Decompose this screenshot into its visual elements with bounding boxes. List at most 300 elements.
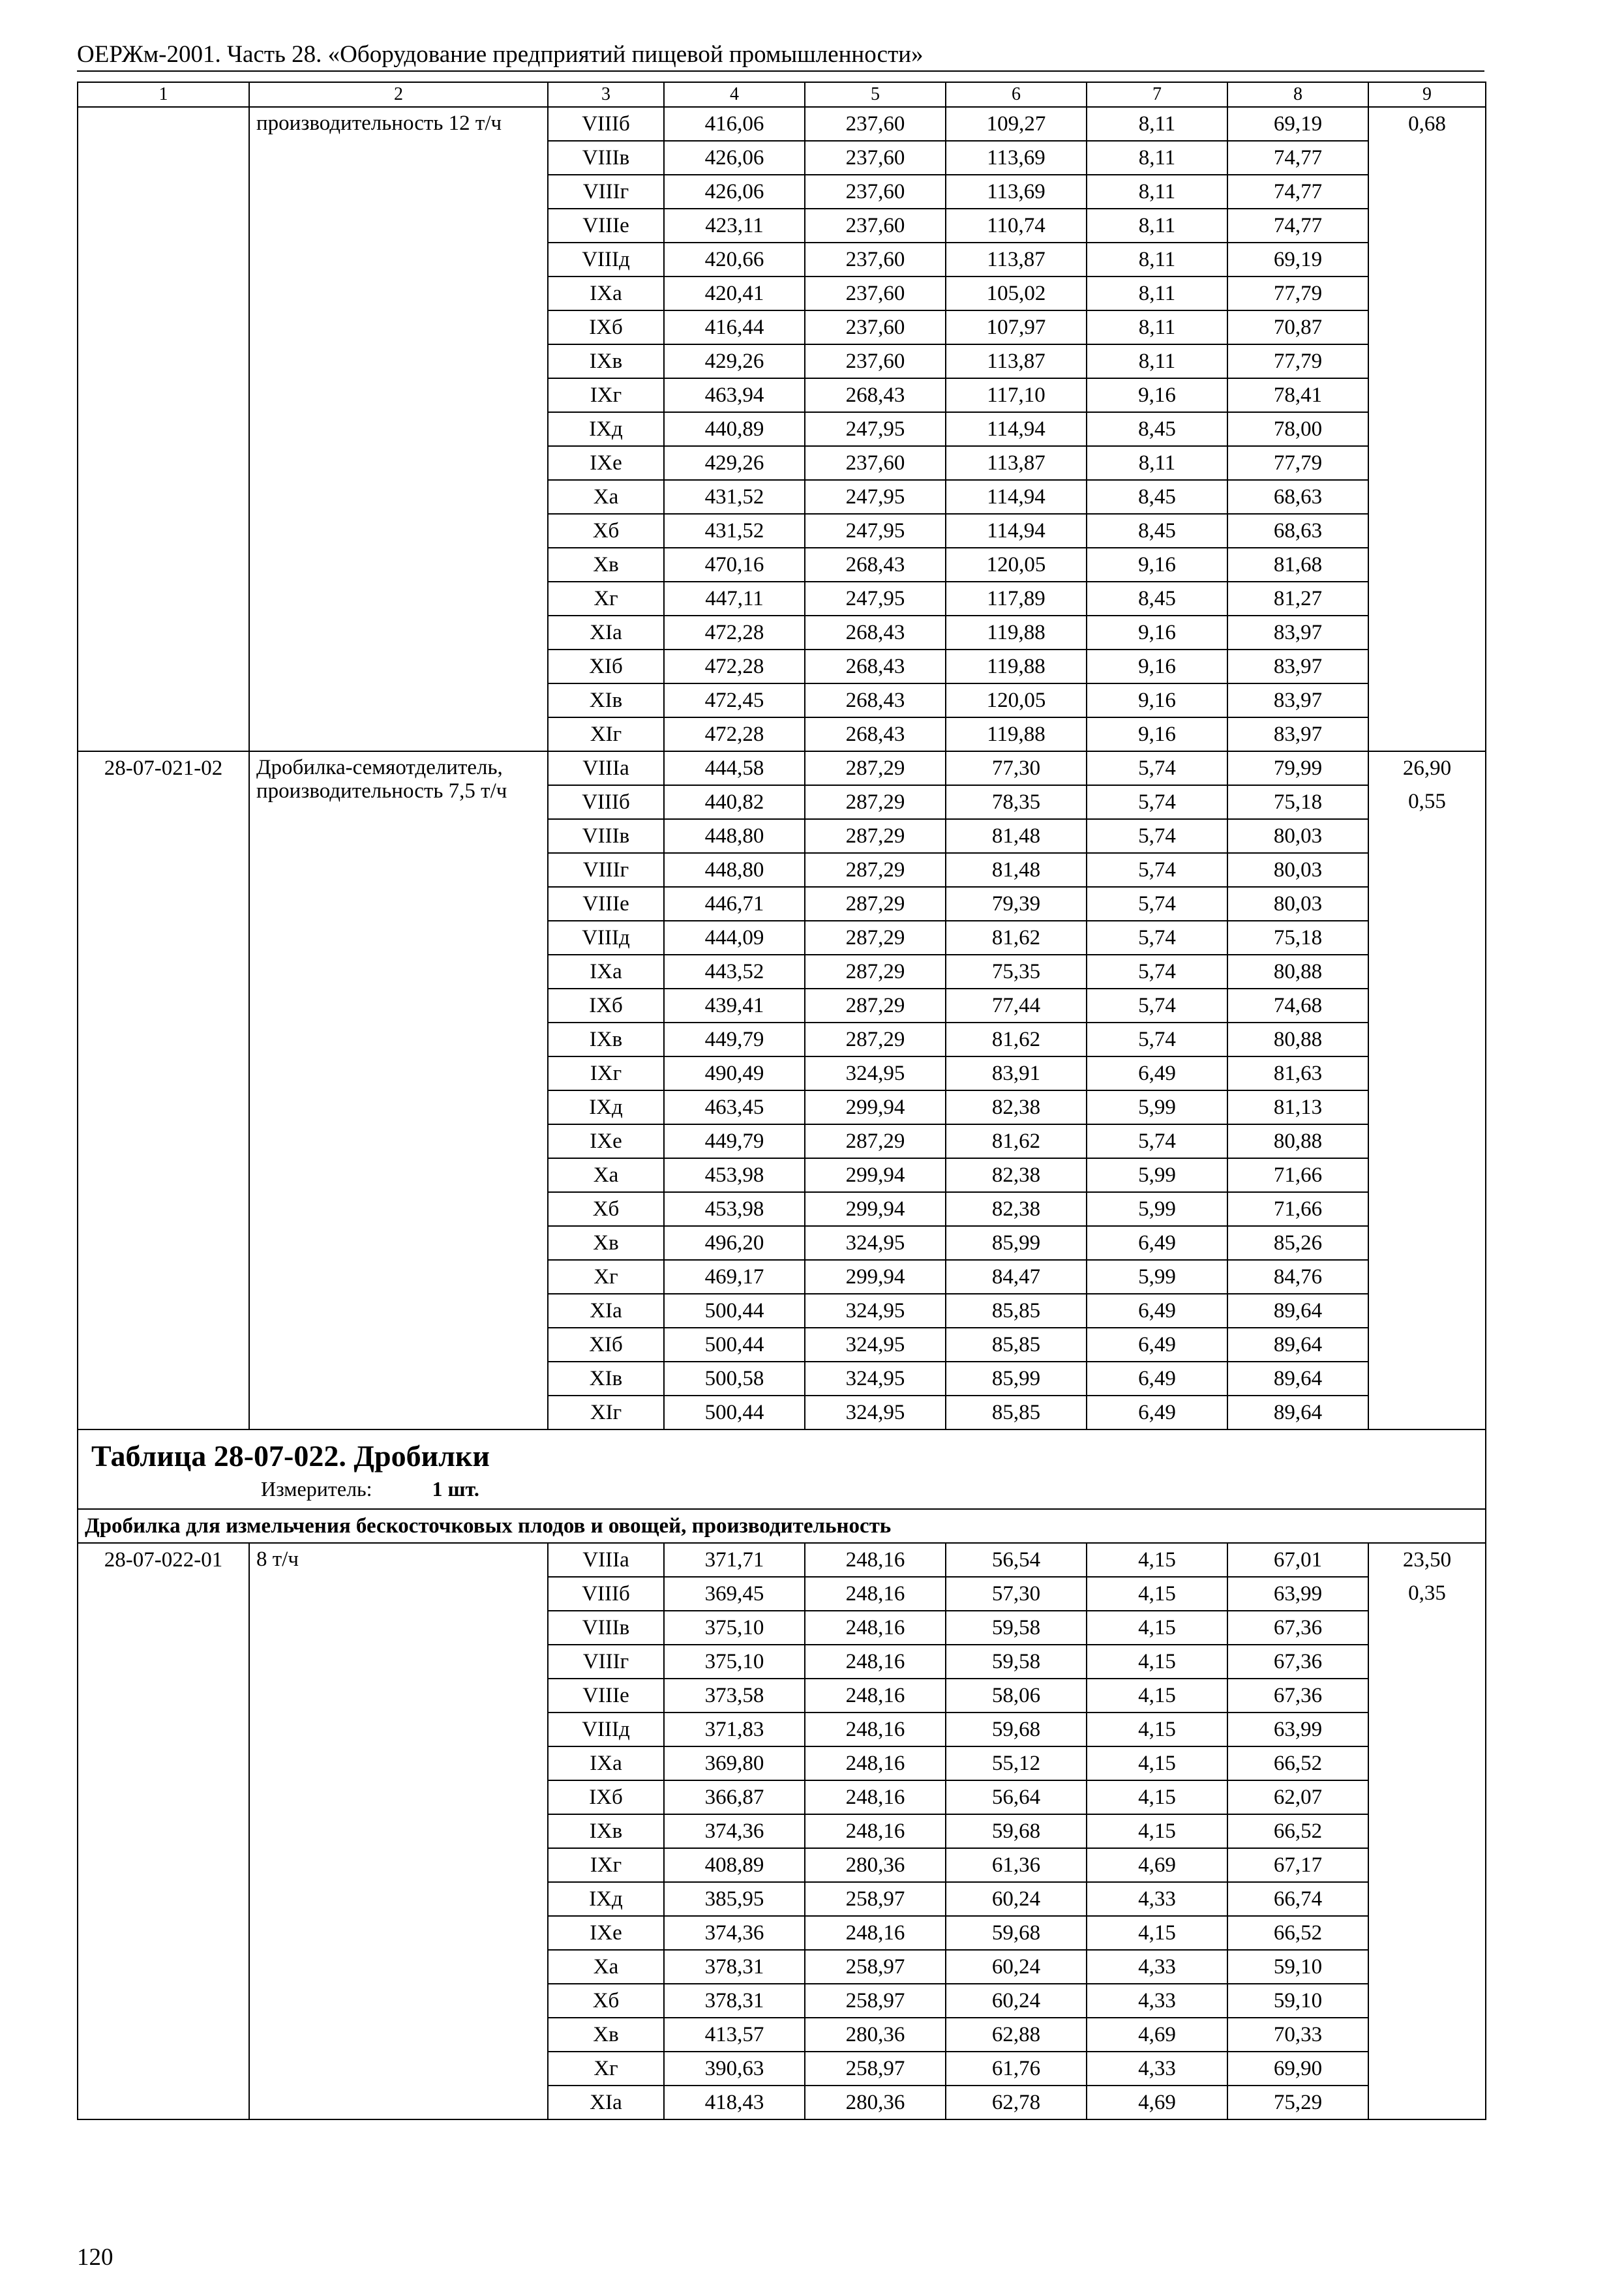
value-cell: 59,68	[946, 1713, 1087, 1746]
coefficient-cell	[1368, 650, 1486, 683]
value-cell: 5,74	[1087, 1124, 1227, 1158]
value-cell: 6,49	[1087, 1396, 1227, 1429]
value-cell: 109,27	[946, 107, 1087, 141]
zone-cell: Xа	[548, 1950, 664, 1984]
coefficient-cell	[1368, 1328, 1486, 1362]
zone-cell: Xв	[548, 2018, 664, 2052]
zone-cell: IXв	[548, 344, 664, 378]
value-cell: 448,80	[664, 853, 805, 887]
zone-cell: VIIIг	[548, 853, 664, 887]
value-cell: 248,16	[805, 1780, 946, 1814]
value-cell: 81,68	[1227, 548, 1368, 582]
value-cell: 81,62	[946, 1023, 1087, 1056]
value-cell: 440,82	[664, 785, 805, 819]
zone-cell: IXа	[548, 277, 664, 310]
unit-value: 1 шт.	[432, 1477, 479, 1501]
value-cell: 77,44	[946, 989, 1087, 1023]
value-cell: 74,68	[1227, 989, 1368, 1023]
value-cell: 82,38	[946, 1158, 1087, 1192]
value-cell: 299,94	[805, 1192, 946, 1226]
value-cell: 369,45	[664, 1577, 805, 1611]
value-cell: 237,60	[805, 175, 946, 209]
value-cell: 69,19	[1227, 243, 1368, 277]
value-cell: 247,95	[805, 480, 946, 514]
value-cell: 248,16	[805, 1577, 946, 1611]
value-cell: 107,97	[946, 310, 1087, 344]
page-number: 120	[77, 2244, 113, 2271]
zone-cell: VIIIг	[548, 175, 664, 209]
table-body	[78, 82, 1486, 2119]
value-cell: 5,74	[1087, 955, 1227, 989]
value-cell: 58,06	[946, 1679, 1087, 1713]
zone-cell: Xа	[548, 480, 664, 514]
value-cell: 4,15	[1087, 1916, 1227, 1950]
value-cell: 60,24	[946, 1950, 1087, 1984]
value-cell: 60,24	[946, 1882, 1087, 1916]
value-cell: 374,36	[664, 1814, 805, 1848]
value-cell: 258,97	[805, 1984, 946, 2018]
value-cell: 371,71	[664, 1543, 805, 1577]
value-cell: 287,29	[805, 921, 946, 955]
value-cell: 472,28	[664, 616, 805, 650]
value-cell: 237,60	[805, 310, 946, 344]
column-number-9: 9	[1368, 82, 1486, 107]
value-cell: 113,87	[946, 446, 1087, 480]
value-cell: 113,87	[946, 344, 1087, 378]
unit-label: Измеритель:	[261, 1477, 372, 1501]
value-cell: 9,16	[1087, 616, 1227, 650]
value-cell: 9,16	[1087, 378, 1227, 412]
value-cell: 268,43	[805, 717, 946, 751]
value-cell: 61,76	[946, 2052, 1087, 2086]
zone-cell: Xб	[548, 1192, 664, 1226]
value-cell: 81,48	[946, 819, 1087, 853]
value-cell: 472,45	[664, 683, 805, 717]
zone-cell: VIIIа	[548, 1543, 664, 1577]
coefficient-cell	[1368, 1611, 1486, 1645]
coefficient-cell	[1368, 887, 1486, 921]
value-cell: 431,52	[664, 480, 805, 514]
value-cell: 81,62	[946, 1124, 1087, 1158]
value-cell: 114,94	[946, 412, 1087, 446]
value-cell: 247,95	[805, 412, 946, 446]
value-cell: 413,57	[664, 2018, 805, 2052]
value-cell: 83,97	[1227, 616, 1368, 650]
value-cell: 82,38	[946, 1192, 1087, 1226]
coefficient-cell	[1368, 1294, 1486, 1328]
value-cell: 431,52	[664, 514, 805, 548]
value-cell: 287,29	[805, 1124, 946, 1158]
value-cell: 5,99	[1087, 1192, 1227, 1226]
value-cell: 80,88	[1227, 955, 1368, 989]
value-cell: 247,95	[805, 514, 946, 548]
value-cell: 248,16	[805, 1645, 946, 1679]
value-cell: 6,49	[1087, 1294, 1227, 1328]
value-cell: 66,52	[1227, 1746, 1368, 1780]
value-cell: 85,99	[946, 1362, 1087, 1396]
zone-cell: VIIIг	[548, 1645, 664, 1679]
zone-cell: Xв	[548, 1226, 664, 1260]
value-cell: 237,60	[805, 446, 946, 480]
value-cell: 500,44	[664, 1328, 805, 1362]
value-cell: 80,03	[1227, 819, 1368, 853]
value-cell: 67,17	[1227, 1848, 1368, 1882]
value-cell: 81,63	[1227, 1056, 1368, 1090]
zone-cell: IXе	[548, 1124, 664, 1158]
value-cell: 8,11	[1087, 446, 1227, 480]
value-cell: 4,33	[1087, 1950, 1227, 1984]
resource-table	[77, 82, 1486, 2120]
unit-line	[85, 1476, 1479, 1508]
value-cell: 55,12	[946, 1746, 1087, 1780]
coefficient-cell	[1368, 2018, 1486, 2052]
value-cell: 8,11	[1087, 344, 1227, 378]
value-cell: 449,79	[664, 1023, 805, 1056]
value-cell: 366,87	[664, 1780, 805, 1814]
table-row	[78, 107, 1486, 141]
value-cell: 81,13	[1227, 1090, 1368, 1124]
value-cell: 67,01	[1227, 1543, 1368, 1577]
zone-cell: IXе	[548, 1916, 664, 1950]
value-cell: 67,36	[1227, 1645, 1368, 1679]
coefficient-cell: 23,50	[1368, 1543, 1486, 1577]
value-cell: 500,44	[664, 1294, 805, 1328]
value-cell: 4,69	[1087, 1848, 1227, 1882]
value-cell: 463,45	[664, 1090, 805, 1124]
value-cell: 258,97	[805, 1882, 946, 1916]
zone-cell: VIIIв	[548, 141, 664, 175]
coefficient-cell: 0,55	[1368, 785, 1486, 819]
value-cell: 443,52	[664, 955, 805, 989]
coefficient-cell	[1368, 1916, 1486, 1950]
value-cell: 426,06	[664, 141, 805, 175]
value-cell: 5,99	[1087, 1158, 1227, 1192]
column-number-2: 2	[249, 82, 548, 107]
value-cell: 287,29	[805, 853, 946, 887]
value-cell: 287,29	[805, 819, 946, 853]
value-cell: 70,87	[1227, 310, 1368, 344]
value-cell: 78,00	[1227, 412, 1368, 446]
value-cell: 378,31	[664, 1984, 805, 2018]
coefficient-cell	[1368, 1848, 1486, 1882]
value-cell: 247,95	[805, 582, 946, 616]
value-cell: 119,88	[946, 616, 1087, 650]
value-cell: 113,69	[946, 175, 1087, 209]
value-cell: 237,60	[805, 107, 946, 141]
value-cell: 8,11	[1087, 277, 1227, 310]
value-cell: 71,66	[1227, 1192, 1368, 1226]
zone-cell: VIIIд	[548, 243, 664, 277]
value-cell: 8,11	[1087, 243, 1227, 277]
zone-cell: XIг	[548, 717, 664, 751]
value-cell: 500,58	[664, 1362, 805, 1396]
value-cell: 416,06	[664, 107, 805, 141]
value-cell: 369,80	[664, 1746, 805, 1780]
value-cell: 237,60	[805, 243, 946, 277]
column-number-3: 3	[548, 82, 664, 107]
value-cell: 77,79	[1227, 277, 1368, 310]
coefficient-cell	[1368, 1780, 1486, 1814]
value-cell: 324,95	[805, 1396, 946, 1429]
value-cell: 66,52	[1227, 1916, 1368, 1950]
value-cell: 85,85	[946, 1328, 1087, 1362]
zone-cell: Xв	[548, 548, 664, 582]
coefficient-cell	[1368, 1950, 1486, 1984]
zone-cell: IXб	[548, 1780, 664, 1814]
value-cell: 453,98	[664, 1158, 805, 1192]
table-title-row	[78, 1429, 1486, 1509]
value-cell: 110,74	[946, 209, 1087, 243]
value-cell: 287,29	[805, 751, 946, 785]
value-cell: 287,29	[805, 785, 946, 819]
value-cell: 373,58	[664, 1679, 805, 1713]
value-cell: 80,88	[1227, 1124, 1368, 1158]
value-cell: 61,36	[946, 1848, 1087, 1882]
value-cell: 420,41	[664, 277, 805, 310]
coefficient-cell	[1368, 582, 1486, 616]
table-title-cell	[78, 1429, 1486, 1509]
value-cell: 66,74	[1227, 1882, 1368, 1916]
zone-cell: VIIIб	[548, 785, 664, 819]
value-cell: 237,60	[805, 141, 946, 175]
zone-cell: XIа	[548, 1294, 664, 1328]
value-cell: 374,36	[664, 1916, 805, 1950]
value-cell: 280,36	[805, 1848, 946, 1882]
zone-cell: XIб	[548, 650, 664, 683]
value-cell: 287,29	[805, 1023, 946, 1056]
value-cell: 472,28	[664, 650, 805, 683]
coefficient-cell	[1368, 446, 1486, 480]
zone-cell: IXб	[548, 989, 664, 1023]
page-header: ОЕРЖм-2001. Часть 28. «Оборудование предприятий пищевой промышленности»	[77, 41, 924, 68]
value-cell: 280,36	[805, 2086, 946, 2119]
value-cell: 5,74	[1087, 819, 1227, 853]
value-cell: 83,97	[1227, 717, 1368, 751]
value-cell: 287,29	[805, 887, 946, 921]
coefficient-cell	[1368, 1746, 1486, 1780]
value-cell: 77,79	[1227, 344, 1368, 378]
zone-cell: VIIIд	[548, 1713, 664, 1746]
value-cell: 449,79	[664, 1124, 805, 1158]
value-cell: 4,69	[1087, 2086, 1227, 2119]
value-cell: 66,52	[1227, 1814, 1368, 1848]
zone-cell: IXв	[548, 1814, 664, 1848]
value-cell: 248,16	[805, 1679, 946, 1713]
value-cell: 117,10	[946, 378, 1087, 412]
zone-cell: IXг	[548, 1848, 664, 1882]
zone-cell: IXа	[548, 1746, 664, 1780]
coefficient-cell	[1368, 1090, 1486, 1124]
zone-cell: XIг	[548, 1396, 664, 1429]
value-cell: 4,15	[1087, 1611, 1227, 1645]
value-cell: 78,41	[1227, 378, 1368, 412]
coefficient-cell	[1368, 955, 1486, 989]
zone-cell: Xг	[548, 2052, 664, 2086]
value-cell: 59,68	[946, 1916, 1087, 1950]
value-cell: 258,97	[805, 2052, 946, 2086]
value-cell: 5,74	[1087, 887, 1227, 921]
value-cell: 9,16	[1087, 683, 1227, 717]
value-cell: 500,44	[664, 1396, 805, 1429]
value-cell: 8,11	[1087, 310, 1227, 344]
value-cell: 4,33	[1087, 2052, 1227, 2086]
coefficient-cell	[1368, 1984, 1486, 2018]
value-cell: 429,26	[664, 344, 805, 378]
zone-cell: Xб	[548, 514, 664, 548]
value-cell: 62,07	[1227, 1780, 1368, 1814]
value-cell: 490,49	[664, 1056, 805, 1090]
zone-cell: XIв	[548, 683, 664, 717]
value-cell: 80,88	[1227, 1023, 1368, 1056]
value-cell: 416,44	[664, 310, 805, 344]
value-cell: 4,15	[1087, 1577, 1227, 1611]
coefficient-cell	[1368, 1882, 1486, 1916]
coefficient-cell	[1368, 1645, 1486, 1679]
coefficient-cell	[1368, 243, 1486, 277]
value-cell: 5,74	[1087, 785, 1227, 819]
description-cell: Дробилка-семяотделитель, производительность 7,5 т/ч	[249, 751, 548, 1429]
value-cell: 74,77	[1227, 141, 1368, 175]
column-number-4: 4	[664, 82, 805, 107]
value-cell: 4,33	[1087, 1882, 1227, 1916]
value-cell: 390,63	[664, 2052, 805, 2086]
value-cell: 324,95	[805, 1226, 946, 1260]
coefficient-cell	[1368, 2052, 1486, 2086]
zone-cell: VIIIе	[548, 209, 664, 243]
value-cell: 6,49	[1087, 1362, 1227, 1396]
zone-cell: XIв	[548, 1362, 664, 1396]
value-cell: 268,43	[805, 378, 946, 412]
description-cell: производительность 12 т/ч	[249, 107, 548, 751]
value-cell: 69,90	[1227, 2052, 1368, 2086]
value-cell: 114,94	[946, 480, 1087, 514]
coefficient-cell	[1368, 2086, 1486, 2119]
value-cell: 83,97	[1227, 650, 1368, 683]
value-cell: 81,62	[946, 921, 1087, 955]
coefficient-cell	[1368, 1814, 1486, 1848]
value-cell: 4,33	[1087, 1984, 1227, 2018]
value-cell: 77,30	[946, 751, 1087, 785]
value-cell: 8,45	[1087, 480, 1227, 514]
value-cell: 85,26	[1227, 1226, 1368, 1260]
value-cell: 63,99	[1227, 1713, 1368, 1746]
value-cell: 8,45	[1087, 582, 1227, 616]
value-cell: 6,49	[1087, 1056, 1227, 1090]
value-cell: 59,10	[1227, 1950, 1368, 1984]
coefficient-cell	[1368, 1056, 1486, 1090]
column-number-7: 7	[1087, 82, 1227, 107]
zone-cell: VIIIб	[548, 1577, 664, 1611]
zone-cell: IXд	[548, 1090, 664, 1124]
value-cell: 62,88	[946, 2018, 1087, 2052]
zone-cell: IXд	[548, 1882, 664, 1916]
coefficient-cell	[1368, 1362, 1486, 1396]
value-cell: 6,49	[1087, 1226, 1227, 1260]
coefficient-cell: 0,35	[1368, 1577, 1486, 1611]
value-cell: 4,15	[1087, 1814, 1227, 1848]
coefficient-cell	[1368, 921, 1486, 955]
value-cell: 81,27	[1227, 582, 1368, 616]
coefficient-cell	[1368, 616, 1486, 650]
value-cell: 83,91	[946, 1056, 1087, 1090]
zone-cell: VIIIе	[548, 1679, 664, 1713]
value-cell: 5,99	[1087, 1090, 1227, 1124]
value-cell: 420,66	[664, 243, 805, 277]
value-cell: 5,74	[1087, 751, 1227, 785]
value-cell: 496,20	[664, 1226, 805, 1260]
value-cell: 67,36	[1227, 1679, 1368, 1713]
value-cell: 81,48	[946, 853, 1087, 887]
value-cell: 4,15	[1087, 1679, 1227, 1713]
value-cell: 82,38	[946, 1090, 1087, 1124]
coefficient-cell	[1368, 277, 1486, 310]
coefficient-cell: 0,68	[1368, 107, 1486, 141]
value-cell: 75,18	[1227, 921, 1368, 955]
coefficient-cell	[1368, 1226, 1486, 1260]
coefficient-cell	[1368, 1396, 1486, 1429]
value-cell: 324,95	[805, 1328, 946, 1362]
coefficient-cell	[1368, 1158, 1486, 1192]
value-cell: 89,64	[1227, 1396, 1368, 1429]
value-cell: 89,64	[1227, 1294, 1368, 1328]
value-cell: 105,02	[946, 277, 1087, 310]
value-cell: 119,88	[946, 717, 1087, 751]
value-cell: 75,29	[1227, 2086, 1368, 2119]
value-cell: 258,97	[805, 1950, 946, 1984]
coefficient-cell	[1368, 717, 1486, 751]
coefficient-cell	[1368, 1124, 1486, 1158]
value-cell: 440,89	[664, 412, 805, 446]
coefficient-cell	[1368, 1023, 1486, 1056]
subheading: Дробилка для измельчения бескосточковых плодов и овощей, производительность	[78, 1509, 1486, 1543]
value-cell: 248,16	[805, 1916, 946, 1950]
value-cell: 80,03	[1227, 887, 1368, 921]
zone-cell: IXв	[548, 1023, 664, 1056]
value-cell: 74,77	[1227, 209, 1368, 243]
value-cell: 453,98	[664, 1192, 805, 1226]
coefficient-cell	[1368, 310, 1486, 344]
value-cell: 119,88	[946, 650, 1087, 683]
zone-cell: VIIIв	[548, 819, 664, 853]
column-number-6: 6	[946, 82, 1087, 107]
value-cell: 69,19	[1227, 107, 1368, 141]
zone-cell: XIа	[548, 2086, 664, 2119]
value-cell: 299,94	[805, 1260, 946, 1294]
value-cell: 385,95	[664, 1882, 805, 1916]
description-cell: 8 т/ч	[249, 1543, 548, 2119]
value-cell: 85,85	[946, 1396, 1087, 1429]
value-cell: 4,69	[1087, 2018, 1227, 2052]
value-cell: 299,94	[805, 1158, 946, 1192]
value-cell: 426,06	[664, 175, 805, 209]
value-cell: 324,95	[805, 1056, 946, 1090]
value-cell: 9,16	[1087, 548, 1227, 582]
value-cell: 8,11	[1087, 141, 1227, 175]
value-cell: 463,94	[664, 378, 805, 412]
value-cell: 378,31	[664, 1950, 805, 1984]
value-cell: 85,99	[946, 1226, 1087, 1260]
value-cell: 299,94	[805, 1090, 946, 1124]
value-cell: 248,16	[805, 1611, 946, 1645]
zone-cell: VIIIе	[548, 887, 664, 921]
zone-cell: Xг	[548, 582, 664, 616]
value-cell: 63,99	[1227, 1577, 1368, 1611]
value-cell: 6,49	[1087, 1328, 1227, 1362]
zone-cell: VIIIа	[548, 751, 664, 785]
coefficient-cell	[1368, 514, 1486, 548]
value-cell: 59,10	[1227, 1984, 1368, 2018]
value-cell: 8,45	[1087, 412, 1227, 446]
